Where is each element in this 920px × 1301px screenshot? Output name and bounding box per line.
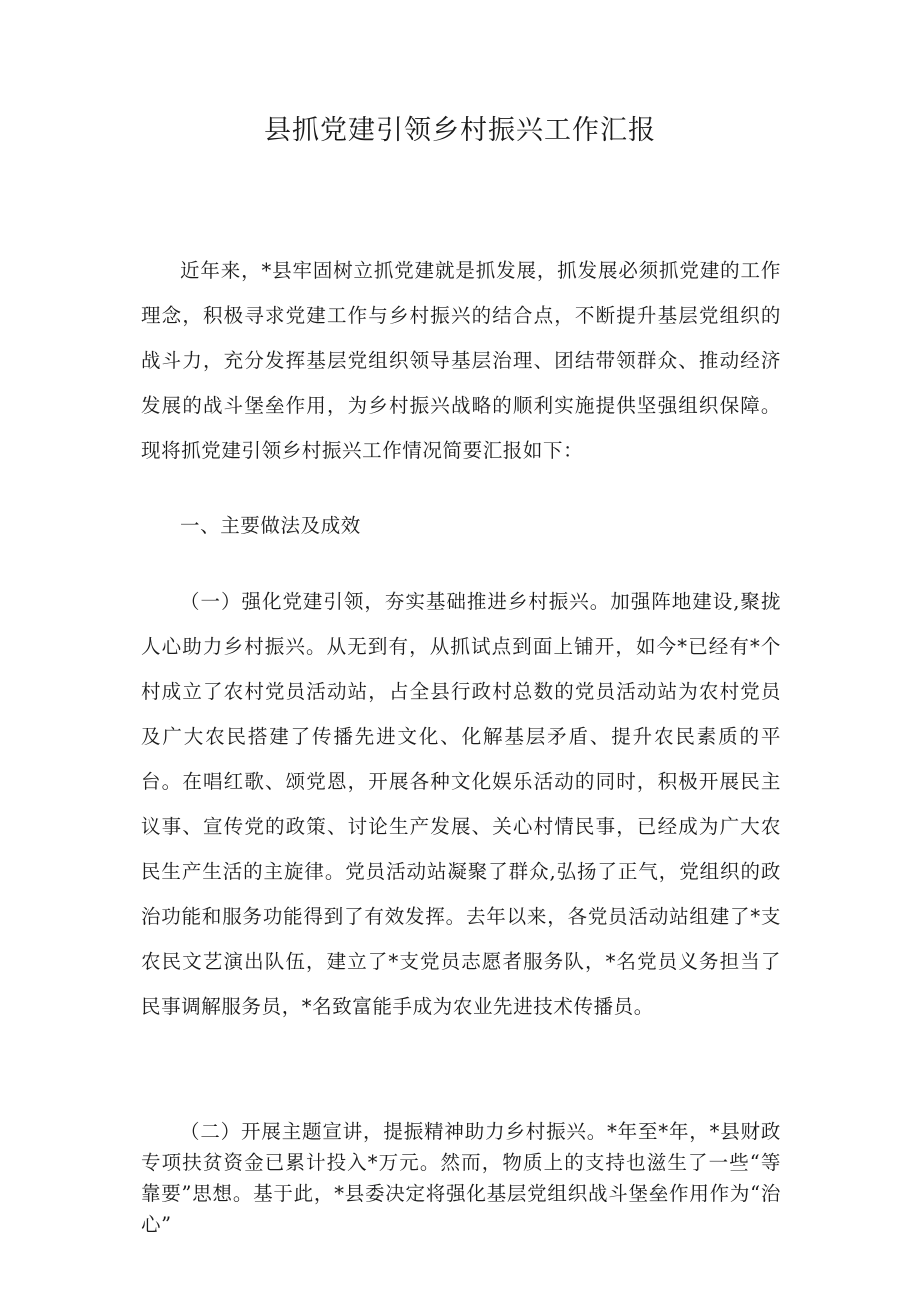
document-title: 县抓党建引领乡村振兴工作汇报 [264, 115, 656, 146]
intro-paragraph: 近年来，*县牢固树立抓党建就是抓发展，抓发展必须抓党建的工作理念，积极寻求党建工作与乡村振兴的结合点，不断提升基层党组织的战斗力，充分发挥基层党组织领导基层治理、团结带领群众、推动经济发展的战斗堡垒作用，为乡村振兴战略的顺利实施提供坚强组织保障。现将抓党建引领乡村振兴工作情况简要汇报如下： [141, 259, 781, 462]
section1-paragraph-2: （二）开展主题宣讲，提振精神助力乡村振兴。*年至*年，*县财政专项扶贫资金已累计投入*万元。然而，物质上的支持也滋生了一些“等靠要”思想。基于此，*县委决定将强化基层党组织战斗堡垒作用作为“治心” [141, 1120, 781, 1236]
section1-paragraph-1: （一）强化党建引领，夯实基础推进乡村振兴。加强阵地建设,聚拢人心助力乡村振兴。从无到有，从抓试点到面上铺开，如今*已经有*个村成立了农村党员活动站，占全县行政村总数的党员活动站为农村党员及广大农民搭建了传播先进文化、化解基层矛盾、提升农民素质的平台。在唱红歌、颂党恩，开展各种文化娱乐活动的同时，积极开展民主议事、宣传党的政策、讨论生产发展、关心村情民事，已经成为广大农民生产生活的主旋律。党员活动站凝聚了群众,弘扬了正气，党组织的政治功能和服务功能得到了有效发挥。去年以来，各党员活动站组建了*支农民文艺演出队伍，建立了*支党员志愿者服务队，*名党员义务担当了民事调解服务员，*名致富能手成为农业先进技术传播员。 [141, 590, 781, 1018]
section-heading: 一、主要做法及成效 [180, 514, 361, 537]
